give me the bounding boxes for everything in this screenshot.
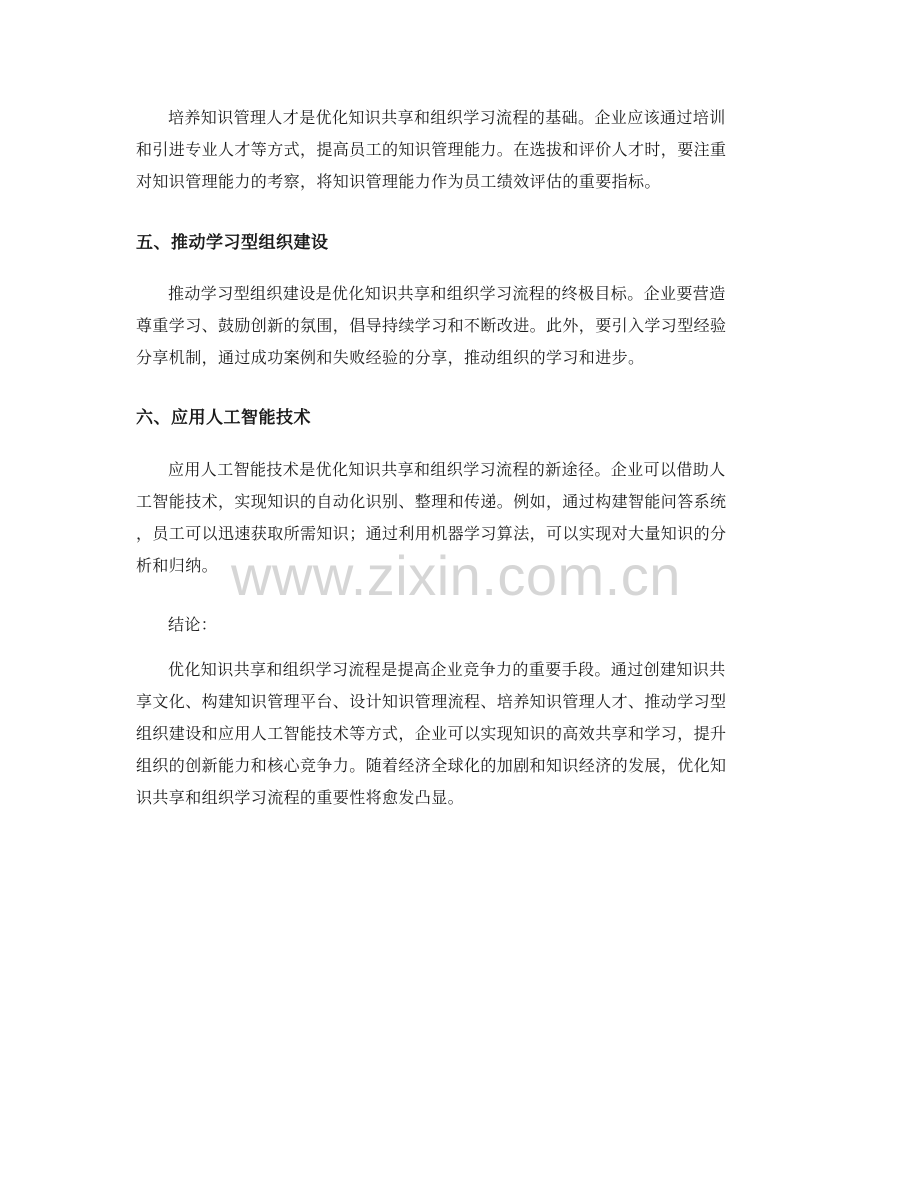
section-heading-5: 五、推动学习型组织建设	[136, 233, 329, 253]
text-line: 对知识管理能力的考察，将知识管理能力作为员工绩效评估的重要指标。	[136, 172, 661, 191]
watermark-text: www.zixin.com.cn	[231, 544, 681, 607]
text-line: ，员工可以迅速获取所需知识；通过利用机器学习算法，可以实现对大量知识的分	[136, 524, 727, 543]
text-line: 析和归纳。	[136, 556, 219, 575]
text-line: 享文化、构建知识管理平台、设计知识管理流程、培养知识管理人才、推动学习型	[136, 692, 727, 711]
text-line: 工智能技术，实现知识的自动化识别、整理和传递。例如，通过构建智能问答系统	[136, 492, 727, 511]
paragraph-learning-organization	[136, 278, 786, 374]
text-line: 应用人工智能技术是优化知识共享和组织学习流程的新途径。企业可以借助人	[168, 460, 726, 479]
conclusion-label-text: 结论：	[168, 615, 218, 634]
text-line: 和引进专业人才等方式，提高员工的知识管理能力。在选拔和评价人才时，要注重	[136, 140, 727, 159]
conclusion-label	[136, 609, 786, 641]
text-line: 组织的创新能力和核心竞争力。随着经济全球化的加剧和知识经济的发展，优化知	[136, 756, 727, 775]
text-line: 组织建设和应用人工智能技术等方式，企业可以实现知识的高效共享和学习，提升	[136, 724, 727, 743]
text-line: 尊重学习、鼓励创新的氛围，倡导持续学习和不断改进。此外，要引入学习型经验	[136, 316, 727, 335]
section-heading-6: 六、应用人工智能技术	[136, 408, 311, 428]
text-line: 分享机制，通过成功案例和失败经验的分享，推动组织的学习和进步。	[136, 348, 645, 367]
text-line: 培养知识管理人才是优化知识共享和组织学习流程的基础。企业应该通过培训	[168, 108, 726, 127]
text-line: 识共享和组织学习流程的重要性将愈发凸显。	[136, 788, 465, 807]
paragraph-talent-cultivation	[136, 102, 786, 198]
text-line: 优化知识共享和组织学习流程是提高企业竞争力的重要手段。通过创建知识共	[168, 660, 726, 679]
text-line: 推动学习型组织建设是优化知识共享和组织学习流程的终极目标。企业要营造	[168, 284, 726, 303]
paragraph-conclusion	[136, 654, 786, 814]
